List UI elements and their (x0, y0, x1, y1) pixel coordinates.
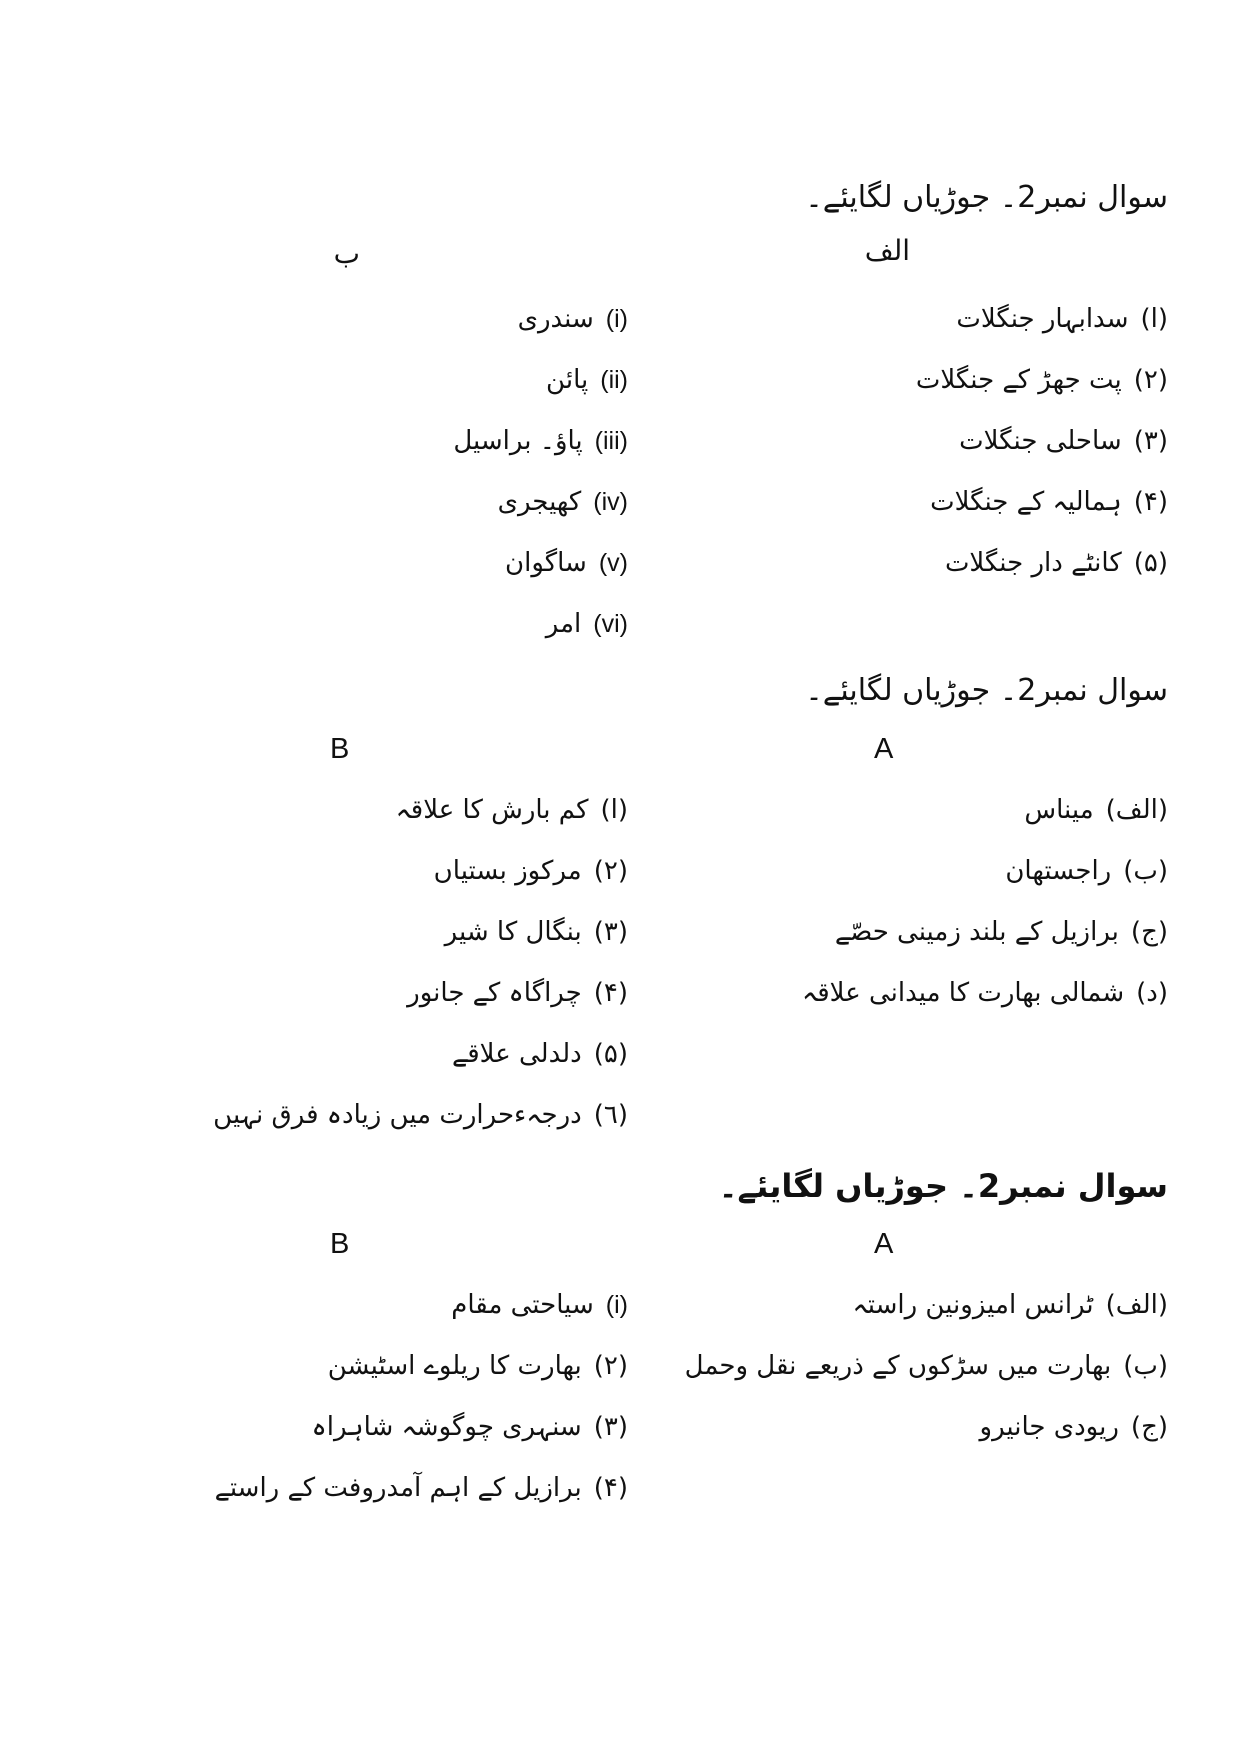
item-number: (د) (1136, 978, 1168, 1008)
item-text: ساگوان (505, 548, 587, 578)
item-number: (i) (605, 305, 628, 333)
item-number: (۵) (593, 1039, 628, 1069)
q1-col-b-item-3 (453, 423, 628, 459)
question-1-title: سوال نمبر2۔ جوڑیاں لگایئے۔ (805, 180, 1168, 215)
item-text: راجستھان (1005, 856, 1112, 886)
q3-column-a-heading: A (874, 1228, 894, 1260)
q1-col-b-item-1 (518, 301, 628, 337)
q3-col-b-item-3 (312, 1409, 628, 1445)
item-text: مرکوز بستیاں (433, 856, 582, 886)
item-text: سدابہار جنگلات (956, 304, 1129, 334)
q1-col-b-item-2 (546, 362, 628, 398)
item-number: (ب) (1123, 856, 1168, 886)
item-number: (۲) (593, 856, 628, 886)
item-number: (ii) (600, 366, 628, 394)
q2-col-a-item-3 (835, 914, 1168, 950)
q3-col-b-item-2 (328, 1348, 628, 1384)
q2-col-a-item-4 (802, 975, 1168, 1011)
item-text: پاؤ۔ براسیل (453, 426, 583, 456)
item-number: (ا) (1140, 304, 1168, 334)
item-text: پت جھڑ کے جنگلات (915, 365, 1122, 395)
item-number: (۴) (1133, 487, 1168, 517)
item-text: کھیجری (497, 487, 582, 517)
item-text: کانٹے دار جنگلات (944, 548, 1122, 578)
item-number: (۴) (593, 1473, 628, 1503)
q2-col-b-item-2 (434, 853, 628, 889)
q2-col-a-item-2 (1005, 853, 1168, 889)
item-text: شمالی بھارت کا میدانی علاقہ (802, 978, 1125, 1008)
q2-col-a-item-1 (1024, 792, 1168, 828)
q2-col-b-item-4 (407, 975, 628, 1011)
q2-col-b-item-6 (213, 1097, 628, 1133)
q1-col-b-item-5 (505, 545, 628, 581)
question-3-title: سوال نمبر2۔ جوڑیاں لگایئے۔ (718, 1167, 1168, 1205)
item-text: سندری (517, 304, 594, 334)
q3-col-a-item-3 (980, 1409, 1168, 1445)
q3-col-b-item-1 (451, 1287, 628, 1323)
item-text: سنہری چوگوشہ شاہراہ (311, 1412, 582, 1442)
q1-column-b-heading: ب (333, 237, 360, 270)
q2-column-a-heading: A (874, 733, 894, 765)
q2-column-b-heading: B (330, 733, 350, 765)
item-text: ریودی جانیرو (979, 1412, 1119, 1442)
q3-column-b-heading: B (330, 1228, 350, 1260)
q1-col-a-item-5 (945, 545, 1168, 581)
q1-col-b-item-4 (498, 484, 628, 520)
q1-column-a-heading: الف (864, 234, 910, 267)
item-number: (۳) (593, 917, 628, 947)
item-text: امر (545, 609, 582, 639)
item-text: ساحلی جنگلات (959, 426, 1122, 456)
item-number: (v) (598, 549, 628, 577)
item-text: برازیل کے اہم آمدروفت کے راستے (214, 1473, 582, 1503)
item-number: (۴) (593, 978, 628, 1008)
item-number: (٦) (593, 1100, 628, 1130)
item-number: (الف) (1105, 1290, 1168, 1320)
q1-col-a-item-4 (930, 484, 1168, 520)
item-text: درجہءحرارت میں زیادہ فرق نہیں (213, 1100, 582, 1130)
item-text: ٹرانس امیزونین راستہ (852, 1290, 1094, 1320)
item-text: پائن (546, 365, 589, 395)
item-text: چراگاہ کے جانور (407, 978, 582, 1008)
item-text: سیاحتی مقام (451, 1290, 594, 1320)
item-number: (۲) (593, 1351, 628, 1381)
item-number: (ج) (1130, 917, 1168, 947)
item-text: میناس (1024, 795, 1094, 825)
item-number: (۵) (1133, 548, 1168, 578)
q2-col-b-item-5 (452, 1036, 628, 1072)
item-number: (ج) (1130, 1412, 1168, 1442)
item-text: بھارت کا ریلوے اسٹیشن (327, 1351, 582, 1381)
item-text: بھارت میں سڑکوں کے ذریعے نقل وحمل (684, 1351, 1112, 1381)
item-number: (الف) (1105, 795, 1168, 825)
q1-col-a-item-2 (916, 362, 1168, 398)
item-text: بنگال کا شیر (444, 917, 582, 947)
item-text: ہمالیہ کے جنگلات (930, 487, 1122, 517)
item-number: (۳) (1133, 426, 1168, 456)
item-number: (vi) (593, 610, 628, 638)
q3-col-a-item-2 (685, 1348, 1168, 1384)
q2-col-b-item-1 (396, 792, 628, 828)
item-number: (i) (605, 1291, 628, 1319)
item-text: کم بارش کا علاقہ (395, 795, 589, 825)
q3-col-a-item-1 (853, 1287, 1169, 1323)
item-text: دلدلی علاقے (452, 1039, 582, 1069)
item-text: برازیل کے بلند زمینی حصّے (834, 917, 1119, 947)
item-number: (iv) (593, 488, 628, 516)
item-number: (ب) (1123, 1351, 1168, 1381)
q1-col-a-item-1 (956, 301, 1168, 337)
q2-col-b-item-3 (445, 914, 628, 950)
q1-col-a-item-3 (959, 423, 1168, 459)
item-number: (ا) (600, 795, 628, 825)
item-number: (iii) (594, 427, 628, 455)
q3-col-b-item-4 (215, 1470, 628, 1506)
question-2-title: سوال نمبر2۔ جوڑیاں لگایئے۔ (805, 673, 1168, 708)
item-number: (۳) (593, 1412, 628, 1442)
q1-col-b-item-6 (546, 606, 628, 642)
item-number: (۲) (1133, 365, 1168, 395)
